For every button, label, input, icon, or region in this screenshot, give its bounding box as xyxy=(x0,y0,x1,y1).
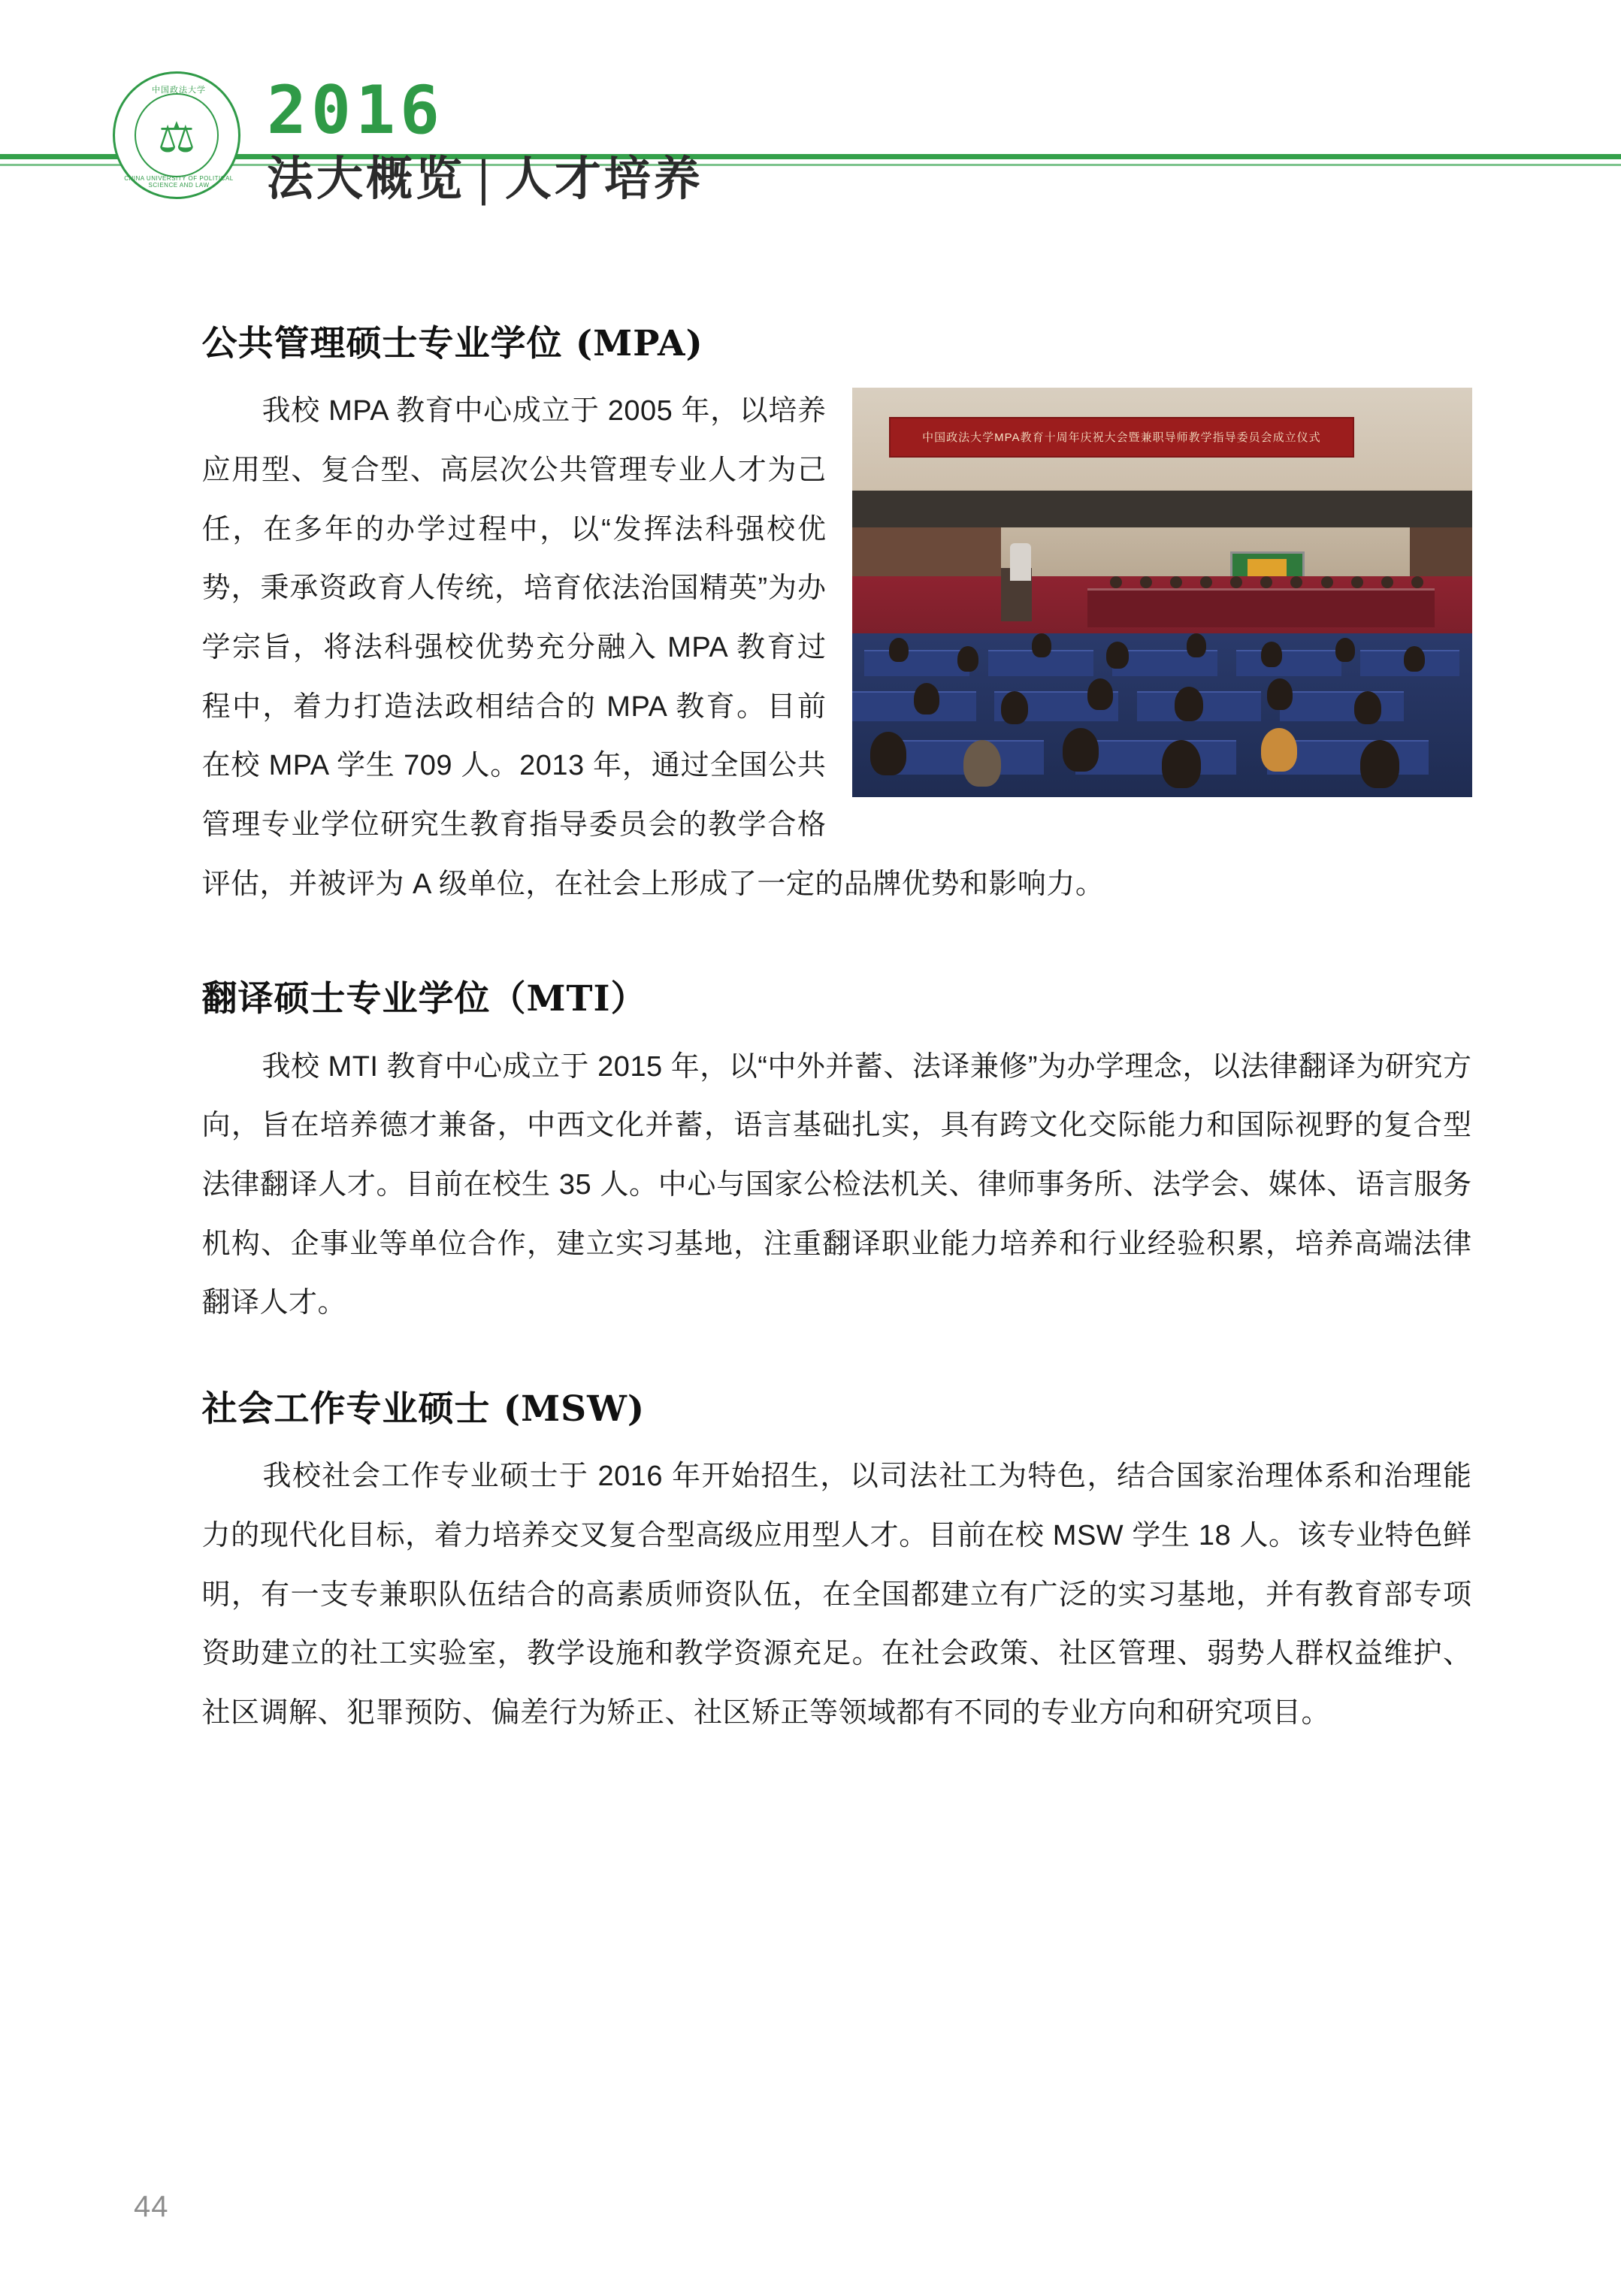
document-content xyxy=(0,323,1621,1743)
header-title xyxy=(267,151,703,206)
header-title-right: 人才培养 xyxy=(504,151,703,206)
header-title-divider: | xyxy=(476,151,494,206)
page-number: 44 xyxy=(134,2190,169,2223)
section-msw xyxy=(150,1388,1472,1743)
mpa-ceremony-photo xyxy=(852,388,1472,797)
photo-banner-text: 中国政法大学MPA教育十周年庆祝大会暨兼职导师教学指导委员会成立仪式 xyxy=(889,417,1354,458)
section-heading-msw: 社会工作专业硕士 (MSW) xyxy=(201,1388,646,1430)
brand-logo-block xyxy=(113,71,703,244)
paragraph-text: 我校社会工作专业硕士于 2016 年开始招生，以司法社工为特色，结合国家治理体系和治理能力的现代化目标，着力培养交叉复合型高级应用型人才。目前在校 MSW 学生 18 人。该专业特色鲜明，有一支专兼职队伍结合的高素质师资队伍，在全国都建立有广泛的实习基地，并有教育部专项资助建立的社工实验室，教学设施和教学资源充足。在社会政策、社区管理、弱势人群权益维护、社区调解、犯罪预防、偏差行为矫正、社区矫正等领域都有不同的专业方向和研究项目。 xyxy=(201,1461,1472,1729)
scales-of-justice-icon: ⚖ xyxy=(157,113,196,162)
seal-text-bottom: CHINA UNIVERSITY OF POLITICAL SCIENCE AND LAW xyxy=(124,175,234,189)
university-seal-icon xyxy=(113,71,240,199)
paragraph-text: 我校 MTI 教育中心成立于 2015 年，以“中外并蓄、法译兼修”为办学理念，以法律翻译为研究方向，旨在培养德才兼备，中西文化并蓄，语言基础扎实，具有跨文化交际能力和国际视野的复合型法律翻译人才。目前在校生 35 人。中心与国家公检法机关、律师事务所、法学会、媒体、语言服务机构、企事业等单位合作，建立实习基地，注重翻译职业能力培养和行业经验积累，培养高端法律翻译人才。 xyxy=(201,1050,1472,1319)
section-paragraph-mti xyxy=(202,1038,1472,1333)
page-header xyxy=(0,0,1621,285)
header-title-left: 法大概览 xyxy=(267,151,466,206)
section-paragraph-msw xyxy=(202,1447,1472,1742)
paragraph-text: 我校 MPA 教育中心成立于 2005 年，以培养应用型、复合型、高层次公共管理专业人才为己任，在多年的办学过程中，以“发挥法科强校优势，秉承资政育人传统，培育依法治国精英”为办学宗旨，将法科强校优势充分融入 MPA 教育过程中，着力打造法政相结合的 MPA 教育。目前在校 MPA 学生 709 人。2013 年，通过全国公共管理专业学位研究生教育指导委员会的教学合格评估，并被评为 A 级单位，在社会上形成了一定的品牌优势和影响力。 xyxy=(201,395,1105,900)
year-label: 2016 xyxy=(267,71,444,149)
seal-text-top: 中国政法大学 xyxy=(152,86,206,95)
section-heading-mti: 翻译硕士专业学位（MTI） xyxy=(201,978,647,1020)
section-mpa xyxy=(150,323,1472,914)
section-heading-mpa: 公共管理硕士专业学位 (MPA) xyxy=(201,323,703,364)
section-mti xyxy=(150,978,1472,1333)
